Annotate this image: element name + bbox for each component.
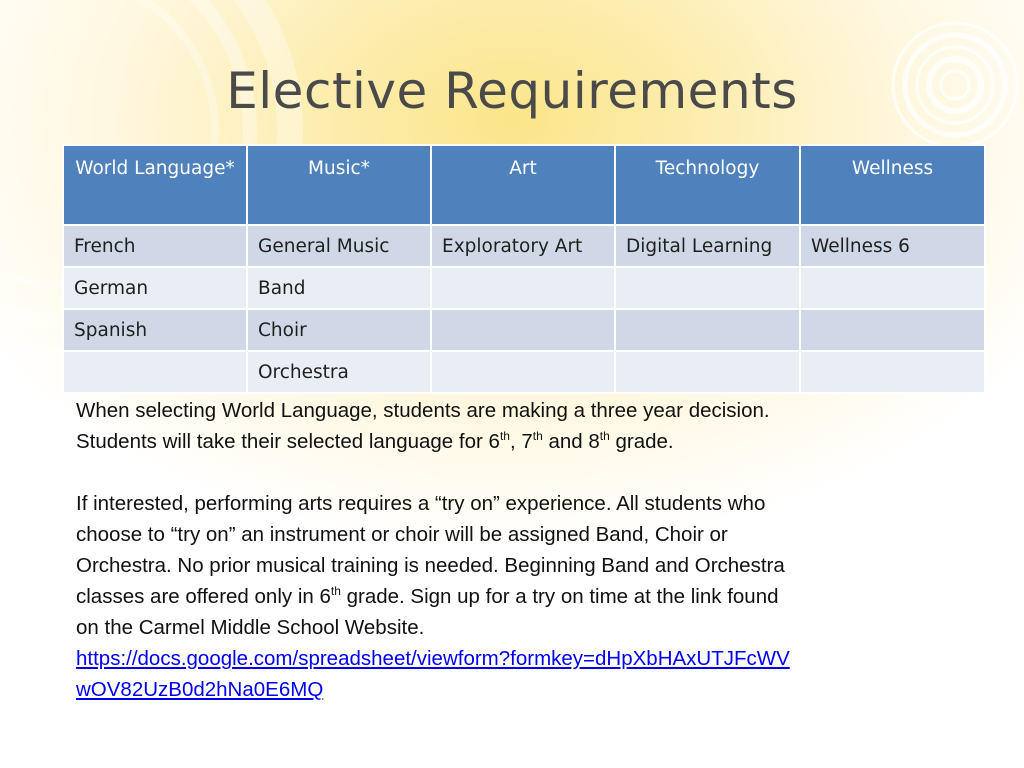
- table-cell: Spanish: [63, 309, 247, 351]
- table-cell: [63, 351, 247, 393]
- table-cell: [431, 351, 615, 393]
- table-cell: Digital Learning: [615, 225, 800, 267]
- table-cell: [800, 309, 985, 351]
- table-row: [63, 225, 985, 267]
- header-wellness: Wellness: [800, 145, 985, 225]
- table-cell: General Music: [247, 225, 431, 267]
- table-cell: French: [63, 225, 247, 267]
- table-cell: [431, 267, 615, 309]
- header-art: Art: [431, 145, 615, 225]
- header-world-language: World Language*: [63, 145, 247, 225]
- table-cell: [431, 309, 615, 351]
- table-cell: Choir: [247, 309, 431, 351]
- table-cell: German: [63, 267, 247, 309]
- table-cell: [800, 267, 985, 309]
- header-technology: Technology: [615, 145, 800, 225]
- table-cell: Exploratory Art: [431, 225, 615, 267]
- table-cell: Wellness 6: [800, 225, 985, 267]
- body-text: [76, 395, 976, 705]
- electives-table: [62, 144, 986, 394]
- table-cell: [615, 351, 800, 393]
- table-cell: [615, 267, 800, 309]
- table-cell: [800, 351, 985, 393]
- table-cell: Orchestra: [247, 351, 431, 393]
- table-cell: [615, 309, 800, 351]
- world-language-paragraph: When selecting World Language, students are making a three year decision. Students will take their selected language for 6th, 7th and 8th grade.: [76, 399, 770, 453]
- table-row: [63, 267, 985, 309]
- slide-title: Elective Requirements: [226, 62, 798, 120]
- table-row: [63, 309, 985, 351]
- table-cell: Band: [247, 267, 431, 309]
- performing-arts-paragraph: If interested, performing arts requires a “try on” experience. All students who choose to “try on” an instrument or choir will be assigned Band, Choir or Orchestra. No prior musical training is needed. Beginning Band and Orchestra classes are offered only in 6th grade. Sign up for a try on time at the link found on the Carmel Middle School Website. https://docs.google.com/spreadsheet/viewform?formkey=dHpXbHAxUTJFcWV wOV82UzB0d2hNa0E6MQ: [76, 488, 976, 705]
- signup-form-link[interactable]: https://docs.google.com/spreadsheet/viewform?formkey=dHpXbHAxUTJFcWV wOV82UzB0d2hNa0E6MQ: [76, 647, 790, 701]
- table-row: [63, 351, 985, 393]
- table-header-row: [63, 145, 985, 225]
- header-music: Music*: [247, 145, 431, 225]
